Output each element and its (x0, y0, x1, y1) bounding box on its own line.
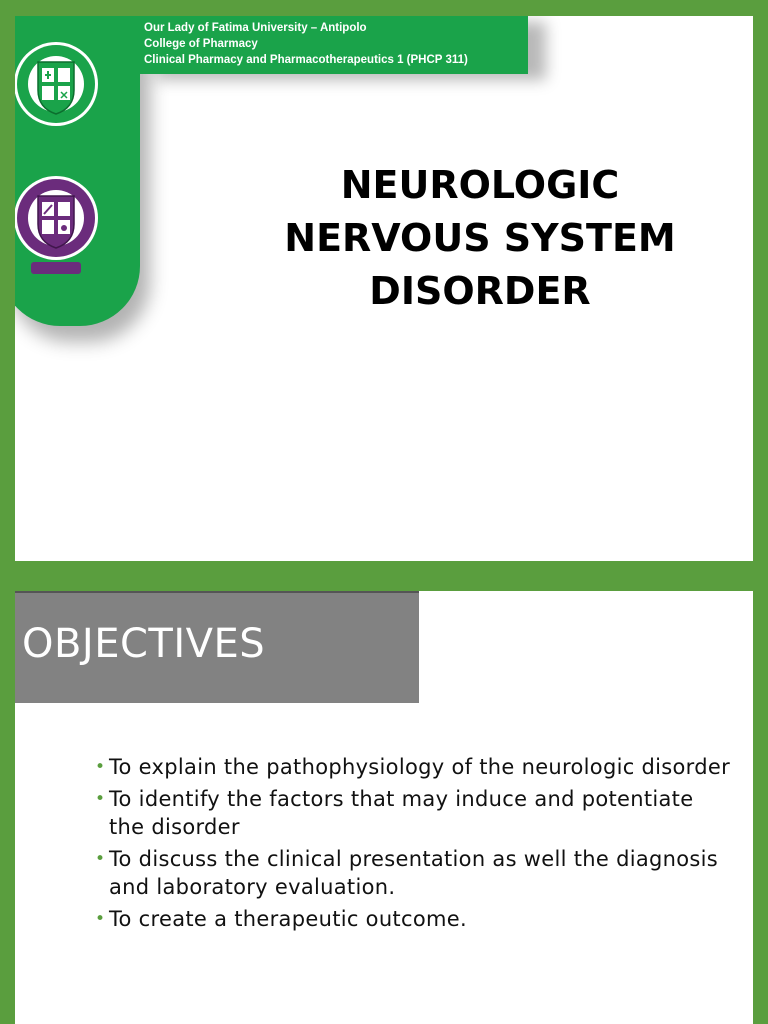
bullet-icon: • (95, 789, 106, 809)
objectives-slide (15, 591, 753, 1024)
bullet-icon: • (95, 909, 106, 929)
objective-text: To identify the factors that may induce and potentiate the disorder (109, 787, 694, 839)
list-item (95, 785, 735, 841)
list-item (95, 845, 735, 901)
title-line: NEUROLOGIC (340, 163, 620, 207)
bullet-icon: • (95, 757, 106, 777)
list-item (95, 905, 735, 933)
objective-text: To explain the pathophysiology of the neurologic disorder (109, 755, 731, 779)
bullet-icon: • (95, 849, 106, 869)
list-item (95, 753, 735, 781)
objectives-list (95, 753, 735, 937)
slide-title (255, 159, 705, 318)
title-line: DISORDER (369, 269, 591, 313)
course-name: Clinical Pharmacy and Pharmacotherapeutics 1 (PHCP 311) (144, 54, 468, 66)
objective-text: To discuss the clinical presentation as well the diagnosis and laboratory evaluation. (109, 847, 719, 899)
university-banner (139, 16, 528, 74)
objectives-header (15, 591, 419, 703)
title-slide (15, 16, 753, 561)
university-name: Our Lady of Fatima University – Antipolo (144, 22, 367, 34)
college-name: College of Pharmacy (144, 38, 258, 50)
title-line: NERVOUS SYSTEM (284, 216, 676, 260)
objective-text: To create a therapeutic outcome. (109, 907, 467, 931)
logo-ribbon (15, 16, 140, 326)
college-of-pharmacy-seal-logo (15, 166, 99, 284)
objectives-heading: OBJECTIVES (22, 621, 266, 667)
university-seal-logo (15, 32, 99, 150)
